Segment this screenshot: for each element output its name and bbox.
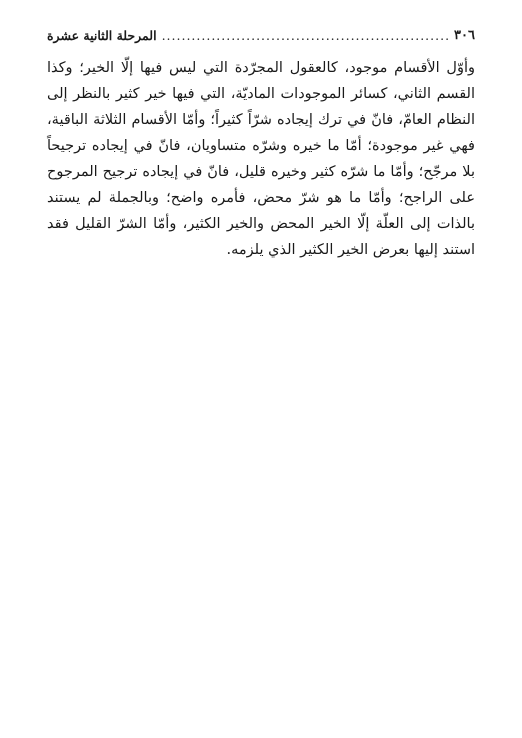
running-header bbox=[47, 20, 475, 42]
chapter-title: المرحلة الثانية عشرة bbox=[47, 27, 157, 43]
page-number: ٣٠٦ bbox=[454, 28, 475, 43]
header-dot-leader bbox=[161, 30, 451, 43]
body-paragraph: وأوّل الأقسام موجود، كالعقول المجرّدة التي ليس فيها إلّا الخير؛ وكذا القسم الثاني، كسائر الموجودات الماديّة، التي فيها خير كثير بالنظر إلى النظام العامّ، فانّ في ترك إيجاده شرّاً كثيراً؛ وأمّا الأقسام الثلاثة الباقية، فهي غير موجودة؛ أمّا ما خيره وشرّه متساويان، فانّ في إيجاده ترجيحاً بلا مرجّح؛ وأمّا ما شرّه كثير وخيره قليل، فانّ في إيجاده ترجيح المرجوح على الراجح؛ وأمّا ما هو شرّ محض، فأمره واضح؛ وبالجملة لم يستند بالذات إلى العلّة إلّا الخير المحض والخير الكثير، وأمّا الشرّ القليل فقد استند إليها بعرض الخير الكثير الذي يلزمه. bbox=[47, 60, 475, 258]
